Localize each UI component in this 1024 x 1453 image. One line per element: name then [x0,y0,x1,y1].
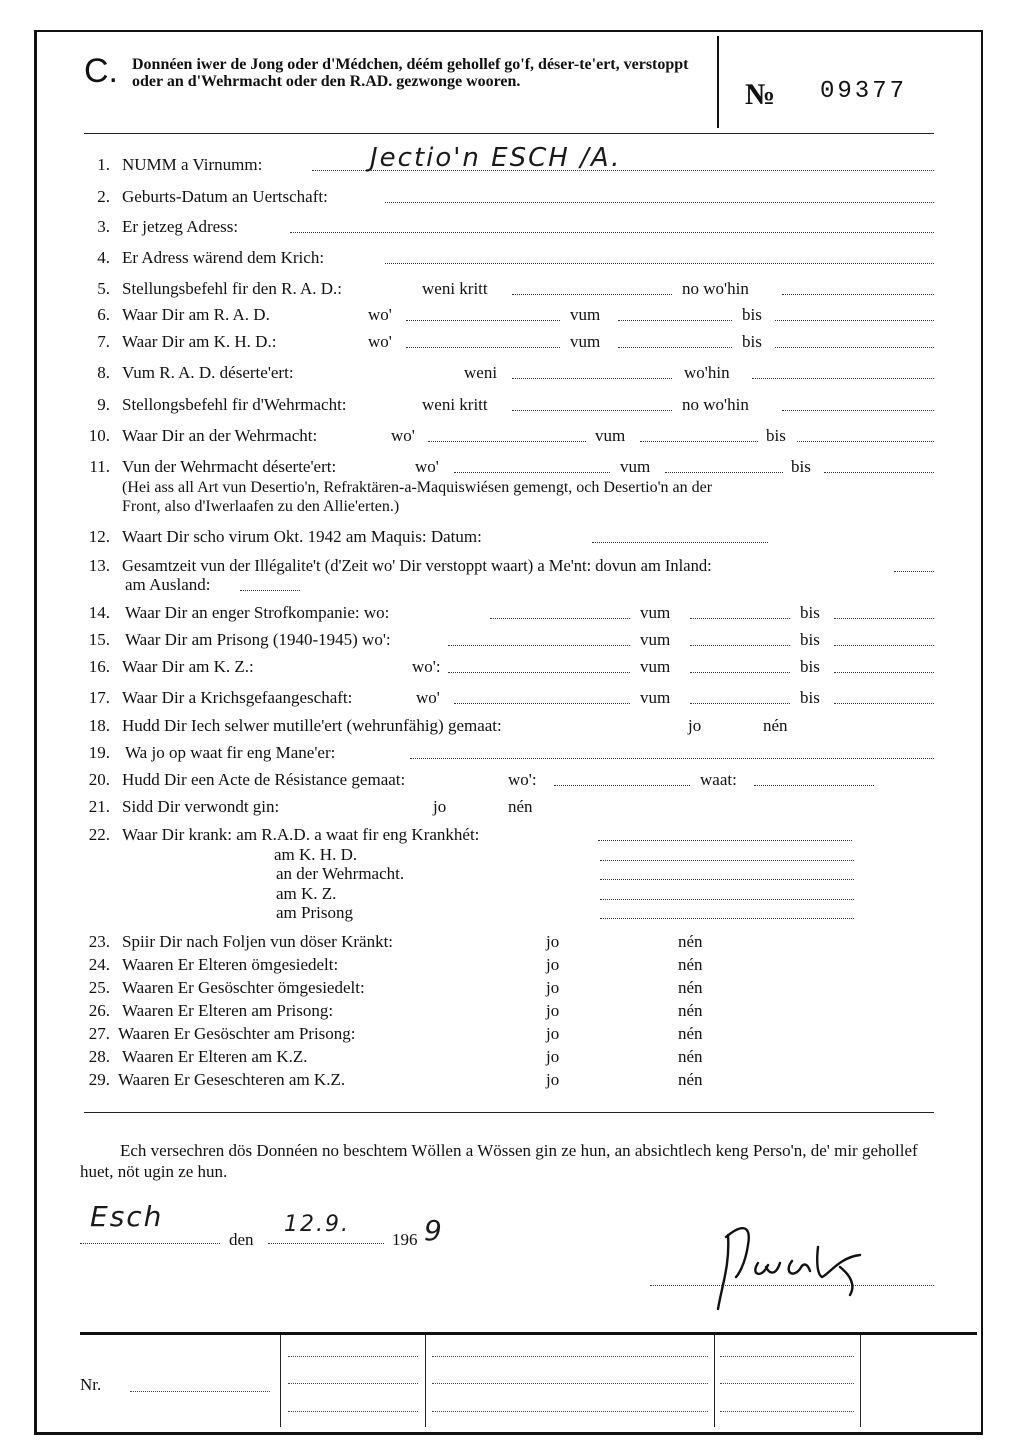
footer-col-divider [280,1335,281,1427]
footer-cell[interactable] [720,1410,854,1412]
place-value: Esch [90,1200,164,1233]
birth-field[interactable] [385,187,934,203]
footer-cell[interactable] [432,1382,708,1384]
no-option[interactable]: nén [763,716,788,735]
header-rule [84,133,934,134]
footer-cell[interactable] [288,1410,418,1412]
yes-option[interactable]: jo [546,932,560,951]
year-digit: 9 [424,1214,444,1247]
item-2: 2. Geburts-Datum an Uertschaft: [80,187,934,209]
number-sign: № [745,78,776,111]
item-4: 4. Er Adress wärend dem Krich: [80,248,934,270]
item-3: 3. Er jetzeg Adress: [80,217,934,239]
illness-prisong-label: am Prisong [276,903,353,922]
section-rule [84,1112,934,1113]
item-19: 19. Wa jo op waat fir eng Mane'er: [80,743,934,765]
form-section-letter: C. [84,52,118,90]
address-field[interactable] [290,217,934,233]
yes-option[interactable]: jo [546,1024,560,1043]
item-12: 12. Waart Dir scho virum Okt. 1942 am Maquis: Datum: [80,527,934,549]
yes-option[interactable]: jo [546,1001,560,1020]
no-option[interactable]: nén [678,932,703,951]
signature-image [700,1205,880,1315]
item-5: 5. Stellungsbefehl fir den R. A. D.: weni kritt no wo'hin [80,279,934,301]
no-option[interactable]: nén [678,1024,703,1043]
yes-option[interactable]: jo [433,797,447,816]
illness-wehrmacht-label: an der Wehrmacht. [276,864,405,883]
form-number: 09377 [820,78,908,105]
footer-cell[interactable] [432,1355,708,1357]
item-7: 7. Waar Dir am K. H. D.: wo' vum bis [80,332,934,354]
yes-option[interactable]: jo [546,1070,560,1089]
yes-option[interactable]: jo [546,978,560,997]
item-16: 16. Waar Dir am K. Z.: wo': vum bis [80,657,934,679]
item-25: 25. Waaren Er Gesöschter ömgesiedelt: jo nén [88,978,703,997]
item-11: 11. Vun der Wehrmacht déserte'ert: wo' vum bis [80,457,934,479]
date-value: 12.9. [284,1212,350,1237]
item-1: 1. NUMM a Virnumm: Jectio'n ESCH /A. [80,155,934,177]
no-option[interactable]: nén [678,955,703,974]
item-29: 29. Waaren Er Geseschteren am K.Z. jo nén [88,1070,703,1089]
footer-col-divider [714,1335,715,1427]
nr-field[interactable] [130,1390,270,1392]
item-23: 23. Spiir Dir nach Foljen vun döser Kränkt: jo nén [88,932,703,951]
no-option[interactable]: nén [678,1001,703,1020]
no-option[interactable]: nén [678,1070,703,1089]
illness-kz-label: am K. Z. [276,884,337,903]
declaration-text: Ech versechren dös Donnéen no beschtem Wöllen a Wössen gin ze hun, an absichtlech keng Perso'n, de' mir gehollef huet, nöt ugin ze hun. [80,1141,918,1181]
item-24: 24. Waaren Er Elteren ömgesiedelt: jo nén [88,955,703,974]
name-field-value[interactable]: Jectio'n ESCH /A. [370,143,622,173]
form-title: Donnéen iwer de Jong oder d'Médchen, déém gehollef go'f, déser-te'ert, verstoppt oder an d'Wehrmacht oder den R.AD. gezwonge wooren. [132,56,689,90]
footer-cell[interactable] [720,1382,854,1384]
den-label: den [229,1230,254,1249]
item-27: 27. Waaren Er Gesöschter am Prisong: jo nén [88,1024,703,1043]
footer-cell[interactable] [288,1382,418,1384]
no-option[interactable]: nén [508,797,533,816]
item-20: 20. Hudd Dir een Acte de Résistance gemaat: wo': waat: [80,770,934,792]
footer-rule [80,1332,977,1335]
item-13: 13. Gesamtzeit vun der Illégalite't (d'Zeit wo' Dir verstoppt waart) a Me'nt: dovun am Inland: [80,556,934,578]
item-26: 26. Waaren Er Elteren am Prisong: jo nén [88,1001,703,1020]
item-6: 6. Waar Dir am R. A. D. wo' vum bis [80,305,934,327]
footer-cell[interactable] [288,1355,418,1357]
nr-label: Nr. [80,1375,102,1394]
item-8: 8. Vum R. A. D. déserte'ert: weni wo'hin [80,363,934,385]
footer-col-divider [860,1335,861,1427]
item-14: 14. Waar Dir an enger Strofkompanie: wo: vum bis [80,603,934,625]
item-15: 15. Waar Dir am Prisong (1940-1945) wo': vum bis [80,630,934,652]
item-22: 22. Waar Dir krank: am R.A.D. a waat fir eng Krankhét: [80,825,934,847]
item-17: 17. Waar Dir a Krichsgefaangeschaft: wo' vum bis [80,688,934,710]
item-18: 18. Hudd Dir Iech selwer mutille'ert (wehrunfähig) gemaat: jo nén [88,716,788,735]
footer-cell[interactable] [720,1355,854,1357]
item-21: 21. Sidd Dir verwondt gin: jo nén [88,797,533,816]
item-11-note-line-1: (Hei ass all Art vun Desertio'n, Refraktären-a-Maquiswiésen gemengt, och Desertio'n an der [122,479,713,496]
illness-khd-label: am K. H. D. [274,845,358,864]
item-13-abroad: am Ausland: [80,575,934,597]
yes-option[interactable]: jo [546,955,560,974]
year-prefix: 196 [392,1230,418,1249]
no-option[interactable]: nén [678,1047,703,1066]
no-option[interactable]: nén [678,978,703,997]
footer-col-divider [425,1335,426,1427]
footer-cell[interactable] [432,1410,708,1412]
yes-option[interactable]: jo [688,716,702,735]
yes-option[interactable]: jo [546,1047,560,1066]
item-10: 10. Waar Dir an der Wehrmacht: wo' vum bis [80,426,934,448]
war-address-field[interactable] [385,248,934,264]
header-divider [717,36,719,128]
item-28: 28. Waaren Er Elteren am K.Z. jo nén [88,1047,703,1066]
item-11-note-line-2: Front, also d'Iwerlaafen zu den Allie'erten.) [122,498,400,515]
item-9: 9. Stellongsbefehl fir d'Wehrmacht: weni kritt no wo'hin [80,395,934,417]
